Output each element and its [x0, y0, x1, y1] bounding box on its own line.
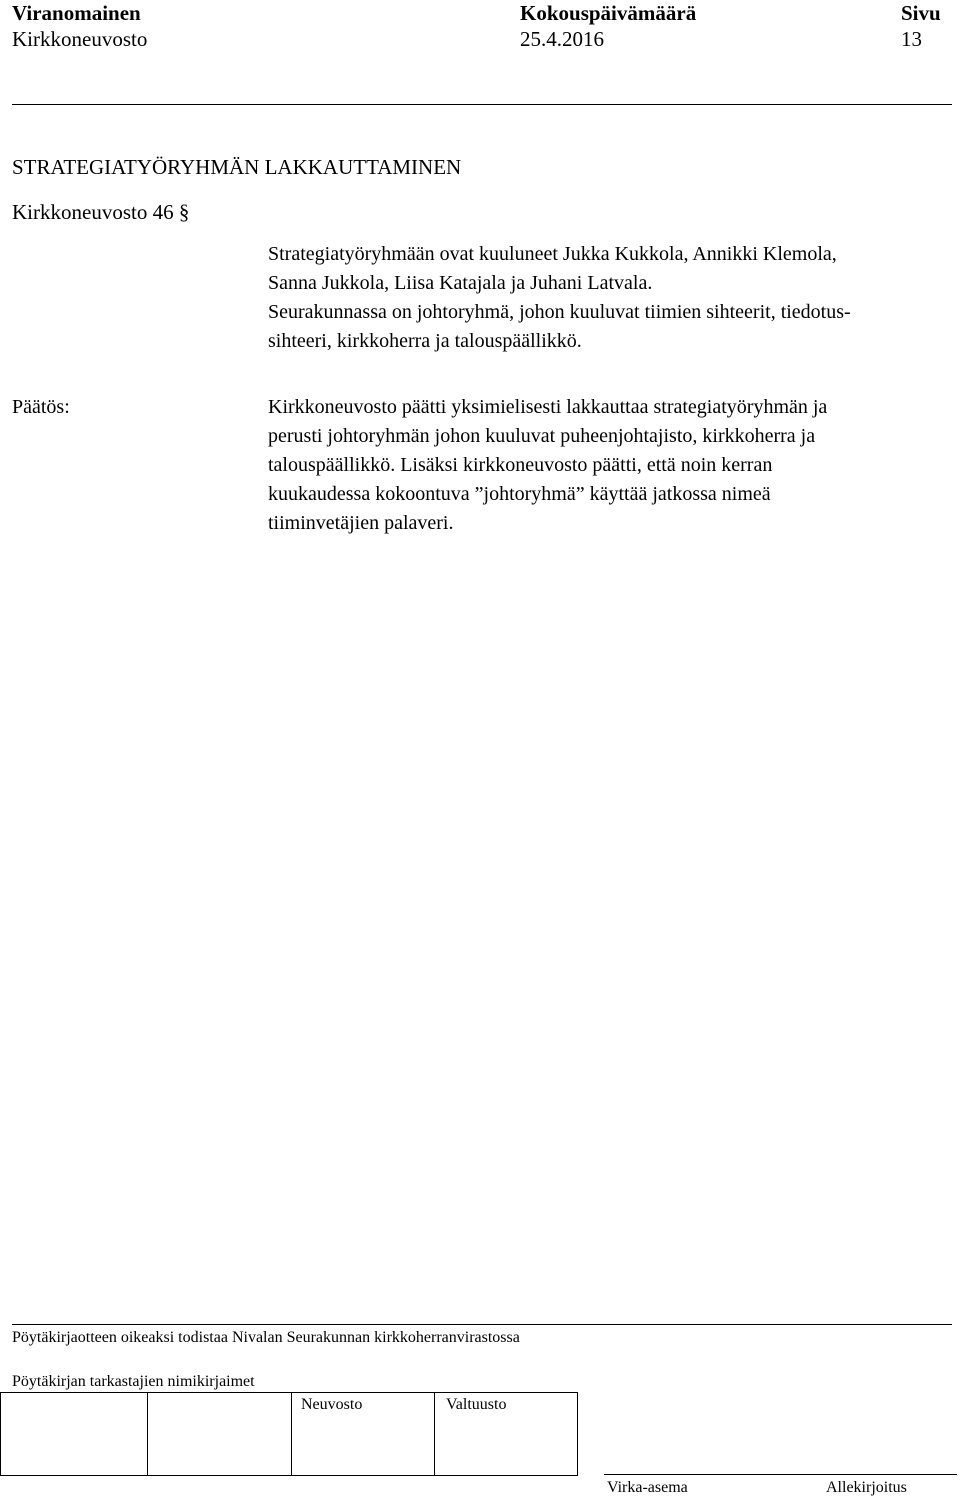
decision-line: talouspäällikkö. Lisäksi kirkkoneuvosto päätti, että noin kerran [268, 454, 773, 476]
table-divider [291, 1393, 292, 1475]
intro-paragraph [268, 240, 953, 356]
section-title: STRATEGIATYÖRYHMÄN LAKKAUTTAMINEN [12, 155, 462, 179]
decision-line: tiiminvetäjien palaveri. [268, 512, 454, 534]
intro-line: Seurakunnassa on johtoryhmä, johon kuuluvat tiimien sihteerit, tiedotus- [268, 301, 851, 323]
header-meeting-date-label: Kokouspäivämäärä [520, 1, 697, 25]
intro-line: Sanna Jukkola, Liisa Katajala ja Juhani Latvala. [268, 272, 653, 294]
header-authority-value: Kirkkoneuvosto [12, 27, 148, 51]
office-position-label: Virka-asema [607, 1479, 688, 1496]
decision-line: kuukaudessa kokoontuva ”johtoryhmä” käyttää jatkossa nimeä [268, 483, 771, 505]
section-reference: Kirkkoneuvosto 46 § [12, 200, 190, 224]
footer-signatures-label: Pöytäkirjan tarkastajien nimikirjaimet [12, 1373, 255, 1390]
initials-table [0, 1392, 578, 1476]
decision-line: perusti johtoryhmän johon kuuluvat puheenjohtajisto, kirkkoherra ja [268, 425, 816, 447]
decision-paragraph [268, 393, 953, 538]
signature-label: Allekirjoitus [826, 1479, 907, 1496]
decision-line: Kirkkoneuvosto päätti yksimielisesti lakkauttaa strategiatyöryhmän ja [268, 396, 828, 418]
header-page-label: Sivu [901, 1, 941, 25]
header-authority-label: Viranomainen [12, 1, 141, 25]
decision-label: Päätös: [12, 396, 70, 418]
footer-certification: Pöytäkirjaotteen oikeaksi todistaa Nivalan Seurakunnan kirkkoherranvirastossa [12, 1329, 520, 1346]
signature-line [604, 1474, 957, 1475]
table-divider [434, 1393, 435, 1475]
initials-cell-valtuusto: Valtuusto [446, 1396, 507, 1413]
header-page-value: 13 [901, 27, 922, 51]
footer-divider [12, 1324, 952, 1325]
header-divider [12, 104, 952, 105]
table-divider [147, 1393, 148, 1475]
header-meeting-date-value: 25.4.2016 [520, 27, 604, 51]
intro-line: sihteeri, kirkkoherra ja talouspäällikkö. [268, 330, 582, 352]
intro-line: Strategiatyöryhmään ovat kuuluneet Jukka Kukkola, Annikki Klemola, [268, 243, 837, 265]
initials-cell-neuvosto: Neuvosto [301, 1396, 363, 1413]
